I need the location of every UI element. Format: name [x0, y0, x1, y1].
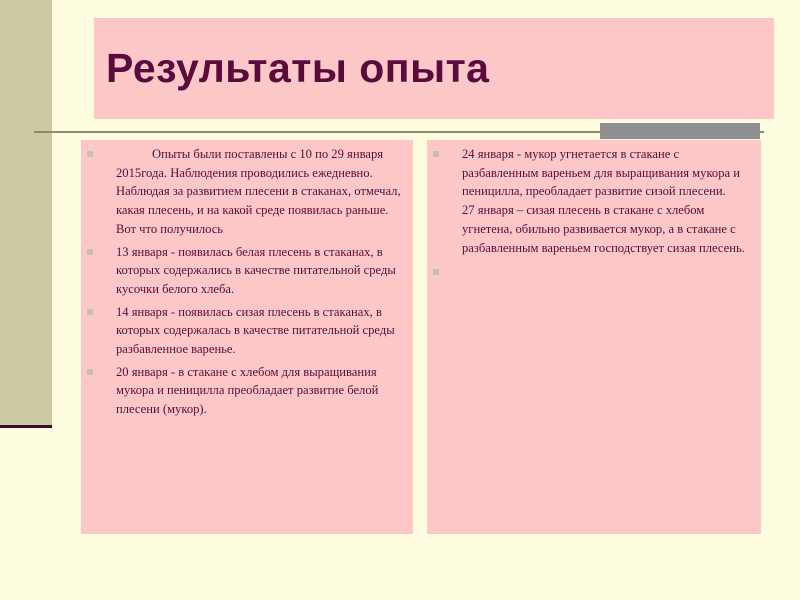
list-item [427, 145, 751, 257]
square-bullet-icon [87, 249, 93, 255]
list-item [81, 363, 405, 419]
square-bullet-icon [433, 151, 439, 157]
list-item-text: 14 января - появилась сизая плесень в стаканах, в которых содержалась в качестве питательной среды разбавленное варенье. [116, 304, 395, 357]
list-item [81, 145, 405, 239]
title-panel [94, 18, 774, 119]
list-item-text: 20 января - в стакане с хлебом для выращивания мукора и пеницилла преобладает развитие белой плесени (мукор). [116, 364, 379, 417]
square-bullet-icon [87, 151, 93, 157]
slide-title: Результаты опыта [106, 45, 490, 91]
square-bullet-icon [87, 309, 93, 315]
list-item [81, 243, 405, 299]
square-bullet-icon [87, 369, 93, 375]
rule-accent-block [600, 123, 760, 139]
square-bullet-icon [433, 269, 439, 275]
left-bullet-list [81, 145, 405, 419]
right-text-column [427, 140, 761, 534]
decorative-side-bar [0, 0, 52, 425]
side-bar-underline [0, 425, 52, 428]
left-text-column [81, 140, 413, 534]
list-item-text: 13 января - появилась белая плесень в стаканах, в которых содержались в качестве питательной среды кусочки белого хлеба. [116, 244, 396, 296]
list-item [81, 303, 405, 359]
list-item-text: 24 января - мукор угнетается в стакане с разбавленным вареньем для выращивания мукора и пеницилла, преобладает развитие сизой плесени. 27 января – сизая плесень в стакане с хлебом угнетена, обильно развивается мукор, а в стакане с разбавленным вареньем господствует сизая плесень. [462, 147, 745, 255]
list-item-text: Опыты были поставлены с 10 по 29 января 2015года. Наблюдения проводились ежедневно. Наблюдая за развитием плесени в стаканах, отмечал, какая плесень, и на какой среде появилась раньше. Вот что получилось [116, 147, 401, 236]
right-bullet-list [427, 145, 751, 257]
